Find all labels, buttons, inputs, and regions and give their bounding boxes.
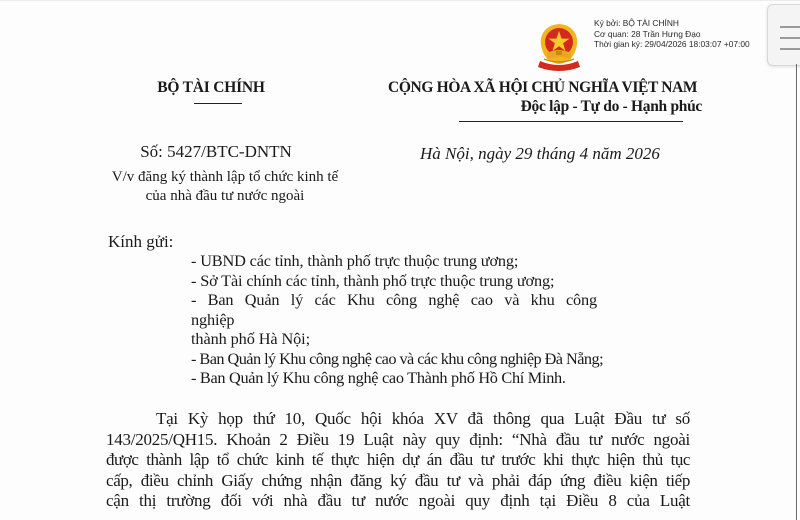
menu-button[interactable] <box>767 4 800 66</box>
page-edge-scrollbar[interactable] <box>796 64 797 520</box>
hamburger-menu-icon <box>780 37 800 39</box>
subject-line: V/v đăng ký thành lập tổ chức kinh tế <box>111 169 339 185</box>
national-title: CỘNG HÒA XÃ HỘI CHỦ NGHĨA VIỆT NAM <box>388 79 698 96</box>
signature-details <box>594 18 750 50</box>
recipient-item-continued: thành phố Hà Nội; <box>191 329 311 348</box>
body-line: được thành lập tổ chức kinh tế thực hiện dự án đầu tư trước khi thực hiện thủ tục <box>106 450 690 469</box>
place-and-date: Hà Nội, ngày 29 tháng 4 năm 2026 <box>420 144 660 163</box>
national-emblem-icon <box>534 19 584 75</box>
body-line: cấp, điều chỉnh Giấy chứng nhận đăng ký đầu tư và phải đáp ứng điều kiện tiếp <box>106 470 690 490</box>
recipient-item: - Ban Quản lý Khu công nghệ cao Thành phố Hồ Chí Minh. <box>191 368 566 387</box>
recipients-greeting: Kính gửi: <box>108 232 174 251</box>
recipient-item: - Ban Quản lý Khu công nghệ cao và các khu công nghiệp Đà Nẵng; <box>191 348 604 368</box>
recipient-item: - Sở Tài chính các tỉnh, thành phố trực thuộc trung ương; <box>191 270 555 290</box>
subject-line: của nhà đầu tư nước ngoài <box>145 188 305 204</box>
body-line: cận thị trường đối với nhà đầu tư nước ngoài quy định tại Điều 8 của Luật <box>106 491 690 510</box>
body-paragraph <box>106 409 690 512</box>
digital-signature-block <box>532 15 792 75</box>
hamburger-menu-icon <box>780 48 800 50</box>
national-motto: Độc lập - Tự do - Hạnh phúc <box>520 98 702 115</box>
recipient-item: - UBND các tỉnh, thành phố trực thuộc trung ương; <box>191 251 519 270</box>
signed-by-text: Ký bởi: BỘ TÀI CHÍNH <box>594 18 679 28</box>
issuing-agency: BỘ TÀI CHÍNH <box>157 79 265 96</box>
motto-underline <box>459 121 683 122</box>
document-number: Số: 5427/BTC-DNTN <box>140 142 292 161</box>
signing-agency-text: Cơ quan: 28 Trần Hưng Đạo <box>594 28 701 39</box>
recipients-list <box>191 251 604 388</box>
hamburger-menu-icon <box>780 26 800 28</box>
body-line: 143/2025/QH15. Khoản 2 Điều 19 Luật này quy định: “Nhà đầu tư nước ngoài <box>106 429 690 449</box>
signing-time-text: Thời gian ký: 29/04/2026 18:03:07 +07:00 <box>594 39 750 49</box>
recipient-item: - Ban Quản lý các Khu công nghệ cao và khu công nghiệp <box>191 290 597 329</box>
document-subject <box>40 168 410 206</box>
agency-underline <box>194 103 242 104</box>
body-line: Tại Kỳ họp thứ 10, Quốc hội khóa XV đã thông qua Luật Đầu tư số <box>156 409 690 428</box>
